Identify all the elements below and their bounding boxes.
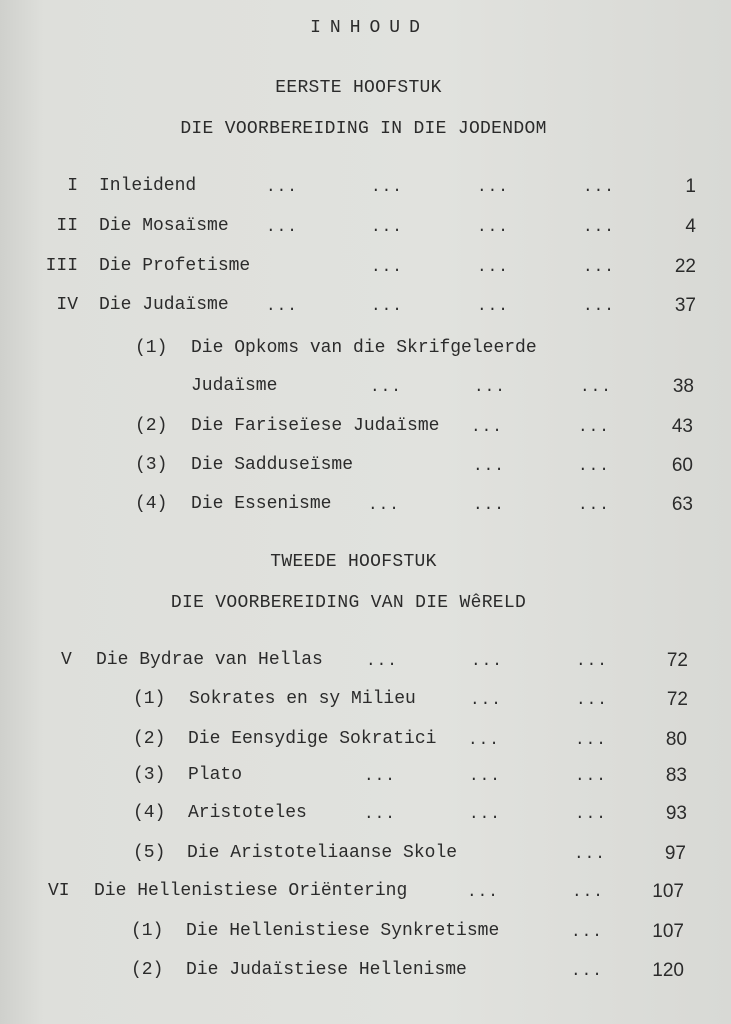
toc-number: II bbox=[56, 216, 78, 236]
toc-page-number: 1 bbox=[685, 176, 696, 197]
toc-label: Die Hellenistiese Synkretisme bbox=[186, 921, 500, 941]
toc-entry bbox=[0, 494, 731, 522]
toc-entry bbox=[0, 338, 731, 366]
toc-leader: ... bbox=[467, 883, 499, 901]
toc-leader: ... bbox=[575, 767, 607, 785]
toc-leader: ... bbox=[576, 652, 608, 670]
toc-entry bbox=[0, 921, 731, 949]
toc-leader: ... bbox=[583, 178, 615, 196]
toc-leader: ... bbox=[477, 258, 509, 276]
toc-leader: ... bbox=[473, 496, 505, 514]
toc-label: Die Opkoms van die Skrifgeleerde bbox=[191, 338, 537, 358]
toc-leader: ... bbox=[575, 731, 607, 749]
toc-leader: ... bbox=[474, 378, 506, 396]
toc-page-number: 97 bbox=[664, 843, 686, 864]
toc-entry bbox=[0, 765, 731, 793]
toc-label: Die Judaïsme bbox=[99, 295, 229, 315]
toc-number: (2) bbox=[135, 416, 168, 436]
toc-leader: ... bbox=[370, 378, 402, 396]
toc-leader: ... bbox=[468, 731, 500, 749]
toc-page-number: 37 bbox=[674, 295, 696, 316]
toc-leader: ... bbox=[368, 496, 400, 514]
toc-leader: ... bbox=[469, 805, 501, 823]
toc-entry bbox=[0, 416, 731, 444]
toc-leader: ... bbox=[366, 652, 398, 670]
toc-entry bbox=[0, 455, 731, 483]
toc-page-number: 22 bbox=[674, 256, 696, 277]
toc-leader: ... bbox=[578, 496, 610, 514]
toc-entry bbox=[0, 176, 731, 204]
toc-entry bbox=[0, 960, 731, 988]
toc-page-number: 63 bbox=[671, 494, 693, 515]
toc-leader: ... bbox=[364, 805, 396, 823]
toc-entry bbox=[0, 729, 731, 757]
toc-label: Die Essenisme bbox=[191, 494, 332, 514]
chapter-2-subtitle: DIE VOORBEREIDING VAN DIE WêRELD bbox=[170, 593, 527, 613]
chapter-1-subtitle: DIE VOORBEREIDING IN DIE JODENDOM bbox=[180, 119, 547, 139]
toc-leader: ... bbox=[575, 805, 607, 823]
toc-page-number: 38 bbox=[672, 376, 694, 397]
toc-leader: ... bbox=[571, 923, 603, 941]
toc-number: (3) bbox=[135, 455, 168, 475]
toc-leader: ... bbox=[477, 297, 509, 315]
toc-page-number: 80 bbox=[665, 729, 687, 750]
toc-entry bbox=[0, 803, 731, 831]
toc-page-number: 120 bbox=[652, 960, 684, 981]
toc-page-number: 43 bbox=[671, 416, 693, 437]
toc-leader: ... bbox=[470, 691, 502, 709]
toc-leader: ... bbox=[583, 297, 615, 315]
toc-leader: ... bbox=[471, 418, 503, 436]
toc-page-number: 107 bbox=[652, 881, 684, 902]
toc-entry bbox=[0, 650, 731, 678]
toc-label: Die Fariseïese Judaïsme bbox=[191, 416, 440, 436]
toc-entry bbox=[0, 216, 731, 244]
toc-label: Die Judaïstiese Hellenisme bbox=[186, 960, 467, 980]
toc-leader: ... bbox=[371, 218, 403, 236]
toc-entry bbox=[0, 689, 731, 717]
toc-label: Die Hellenistiese Oriëntering bbox=[94, 881, 408, 901]
toc-number: (4) bbox=[135, 494, 168, 514]
toc-entry bbox=[0, 843, 731, 871]
toc-leader: ... bbox=[583, 218, 615, 236]
toc-page-number: 83 bbox=[665, 765, 687, 786]
toc-leader: ... bbox=[477, 218, 509, 236]
toc-page-number: 93 bbox=[665, 803, 687, 824]
toc-number: (2) bbox=[133, 729, 166, 749]
toc-label: Plato bbox=[188, 765, 243, 785]
toc-entry bbox=[0, 256, 731, 284]
toc-entry bbox=[0, 881, 731, 909]
toc-leader: ... bbox=[371, 297, 403, 315]
toc-page-number: 72 bbox=[666, 650, 688, 671]
toc-leader: ... bbox=[266, 297, 298, 315]
toc-number: (1) bbox=[131, 921, 164, 941]
toc-page-number: 72 bbox=[666, 689, 688, 710]
toc-leader: ... bbox=[473, 457, 505, 475]
toc-number: V bbox=[61, 650, 72, 670]
toc-leader: ... bbox=[469, 767, 501, 785]
toc-leader: ... bbox=[576, 691, 608, 709]
toc-leader: ... bbox=[266, 178, 298, 196]
toc-label: Die Mosaïsme bbox=[99, 216, 229, 236]
toc-page-number: 107 bbox=[652, 921, 684, 942]
toc-label: Die Eensydige Sokratici bbox=[188, 729, 437, 749]
toc-page-number: 60 bbox=[671, 455, 693, 476]
toc-leader: ... bbox=[371, 178, 403, 196]
toc-label: Die Profetisme bbox=[99, 256, 251, 276]
toc-number: (4) bbox=[133, 803, 166, 823]
toc-leader: ... bbox=[477, 178, 509, 196]
toc-leader: ... bbox=[371, 258, 403, 276]
toc-number: VI bbox=[48, 881, 70, 901]
toc-label: Die Sadduseïsme bbox=[191, 455, 354, 475]
toc-page-number: 4 bbox=[685, 216, 696, 237]
chapter-1-title: EERSTE HOOFSTUK bbox=[275, 78, 442, 98]
toc-label: Inleidend bbox=[99, 176, 197, 196]
toc-number: (2) bbox=[131, 960, 164, 980]
toc-leader: ... bbox=[580, 378, 612, 396]
toc-leader: ... bbox=[266, 218, 298, 236]
toc-entry bbox=[0, 295, 731, 323]
toc-number: (5) bbox=[133, 843, 166, 863]
toc-leader: ... bbox=[471, 652, 503, 670]
toc-label: Sokrates en sy Milieu bbox=[189, 689, 416, 709]
toc-leader: ... bbox=[571, 962, 603, 980]
toc-entry bbox=[0, 376, 731, 404]
toc-label: Aristoteles bbox=[188, 803, 307, 823]
toc-leader: ... bbox=[364, 767, 396, 785]
toc-number: IV bbox=[56, 295, 78, 315]
toc-leader: ... bbox=[572, 883, 604, 901]
toc-leader: ... bbox=[574, 845, 606, 863]
toc-number: (1) bbox=[135, 338, 168, 358]
page-title: INHOUD bbox=[310, 18, 429, 38]
toc-leader: ... bbox=[578, 457, 610, 475]
toc-number: III bbox=[45, 256, 78, 276]
toc-label: Die Bydrae van Hellas bbox=[96, 650, 323, 670]
toc-label: Judaïsme bbox=[191, 376, 278, 396]
toc-number: (3) bbox=[133, 765, 166, 785]
toc-label: Die Aristoteliaanse Skole bbox=[187, 843, 458, 863]
chapter-2-title: TWEEDE HOOFSTUK bbox=[270, 552, 437, 572]
toc-leader: ... bbox=[583, 258, 615, 276]
toc-leader: ... bbox=[578, 418, 610, 436]
toc-number: I bbox=[67, 176, 78, 196]
toc-number: (1) bbox=[133, 689, 166, 709]
